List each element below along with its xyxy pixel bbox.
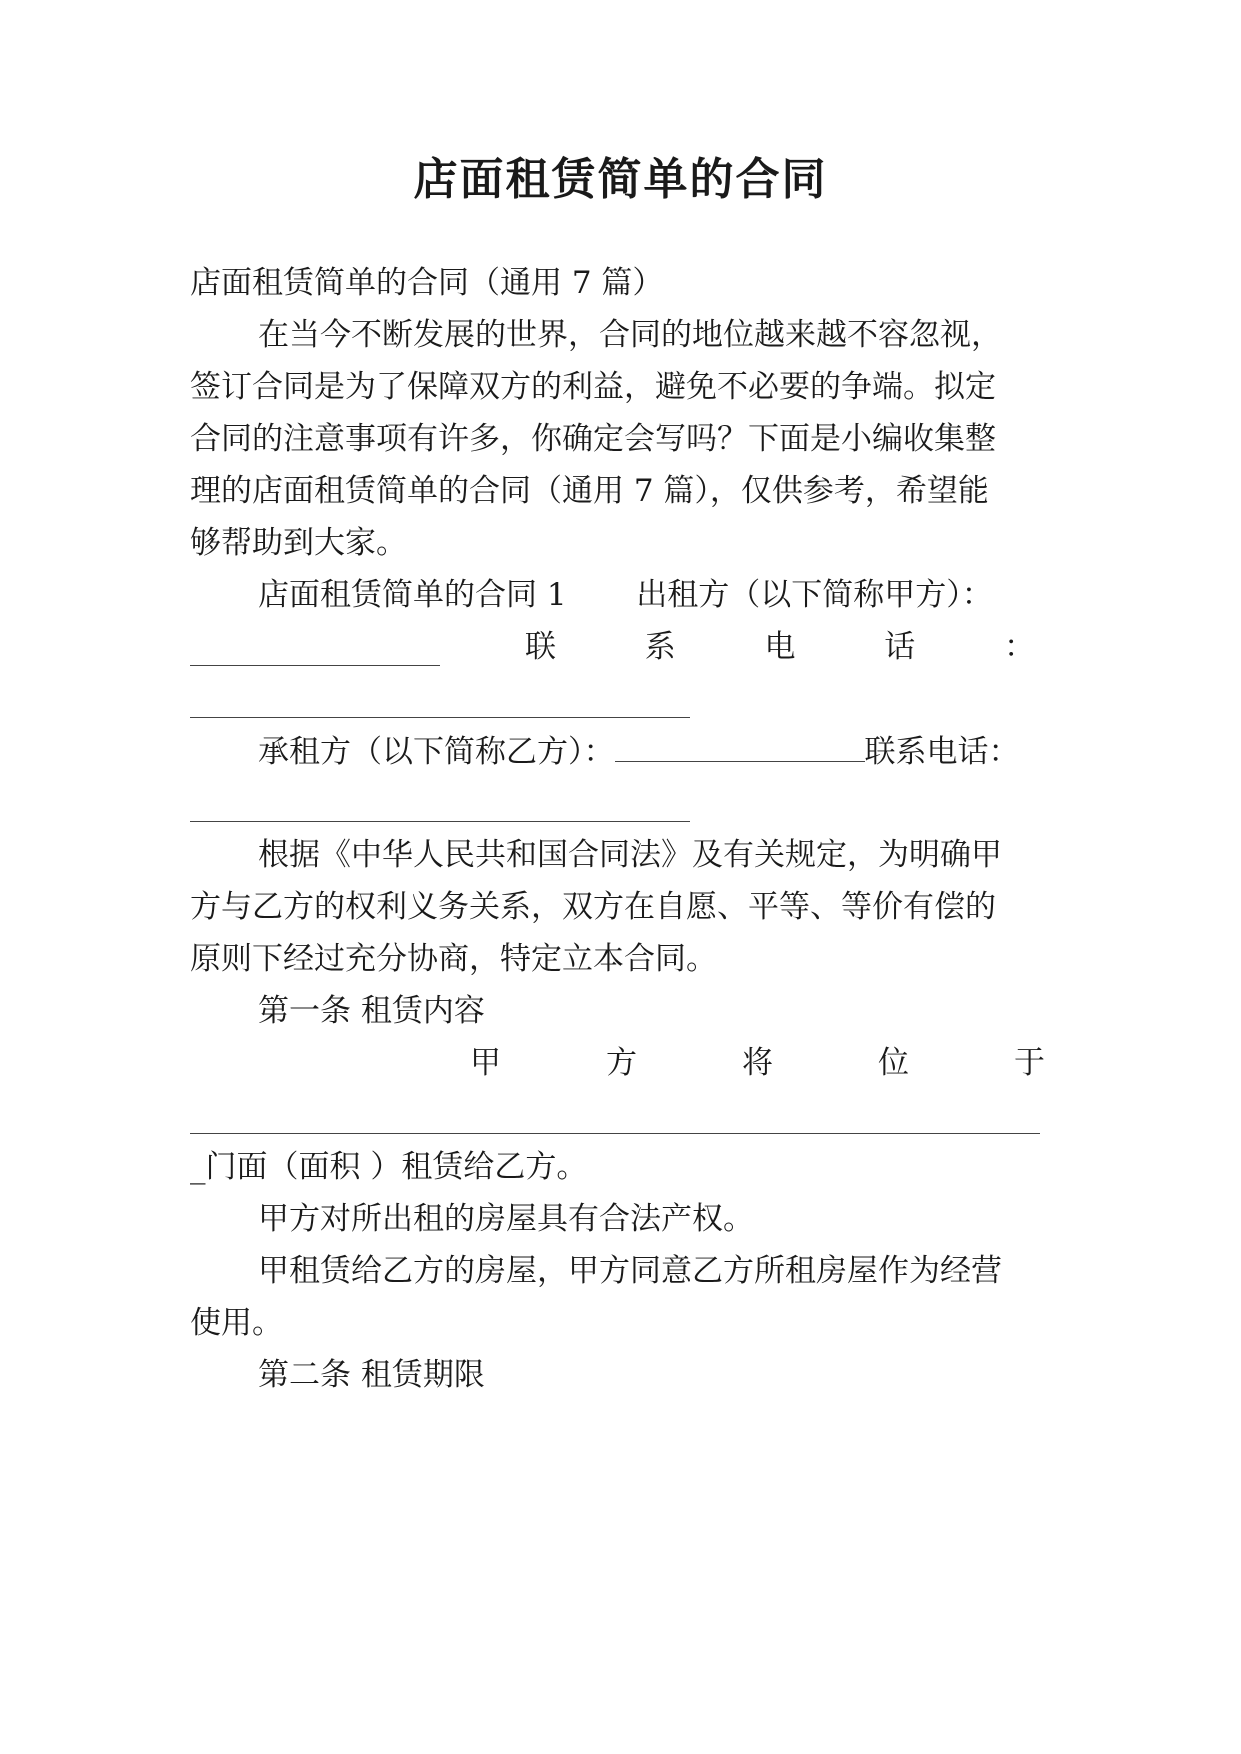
document-title: 店面租赁简单的合同 — [413, 154, 828, 205]
article-1-location-line: 甲 方 将 位 于 — [470, 1045, 1045, 1081]
lessee-phone-label: 联系电话： — [864, 734, 1020, 770]
lessor-phone-blank — [190, 717, 690, 718]
contract-heading: 店面租赁简单的合同 1 — [258, 577, 567, 613]
lessor-phone-label: 联 系 电 话 ： — [525, 629, 1035, 665]
basis-line-3: 原则下经过充分协商，特定立本合同。 — [190, 941, 717, 977]
article-1-heading: 第一条 租赁内容 — [258, 993, 485, 1029]
contract-heading-line — [258, 575, 1128, 615]
basis-line-2: 方与乙方的权利义务关系，双方在自愿、平等、等价有偿的 — [190, 889, 996, 925]
intro-line-3: 合同的注意事项有许多，你确定会写吗？下面是小编收集整 — [190, 421, 996, 457]
lessee-phone-blank — [190, 821, 690, 822]
lessor-label: 出租方（以下简称甲方）： — [636, 577, 993, 613]
intro-line-1: 在当今不断发展的世界，合同的地位越来越不容忽视， — [258, 317, 1002, 353]
intro-line-5: 够帮助到大家。 — [190, 525, 407, 561]
basis-line-1: 根据《中华人民共和国合同法》及有关规定，为明确甲 — [258, 837, 1002, 873]
lessee-label: 承租方（以下简称乙方）： — [258, 734, 615, 770]
intro-line-2: 签订合同是为了保障双方的利益，避免不必要的争端。拟定 — [190, 369, 996, 405]
article-2-heading: 第二条 租赁期限 — [258, 1357, 485, 1393]
article-1-area-line: _门面（面积 ）租赁给乙方。 — [190, 1149, 588, 1185]
article-1-paragraph-2: 甲方对所出租的房屋具有合法产权。 — [258, 1201, 754, 1237]
article-1-paragraph-3-line-1: 甲租赁给乙方的房屋，甲方同意乙方所租房屋作为经营 — [258, 1253, 1002, 1289]
lessor-name-blank — [190, 665, 440, 666]
lessee-name-blank — [615, 731, 865, 762]
intro-line-4: 理的店面租赁简单的合同（通用 7 篇），仅供参考，希望能 — [190, 473, 989, 509]
lessee-line — [258, 731, 1128, 772]
location-blank — [190, 1133, 1040, 1134]
article-1-paragraph-3-line-2: 使用。 — [190, 1305, 283, 1341]
subtitle: 店面租赁简单的合同（通用 7 篇） — [190, 265, 664, 301]
